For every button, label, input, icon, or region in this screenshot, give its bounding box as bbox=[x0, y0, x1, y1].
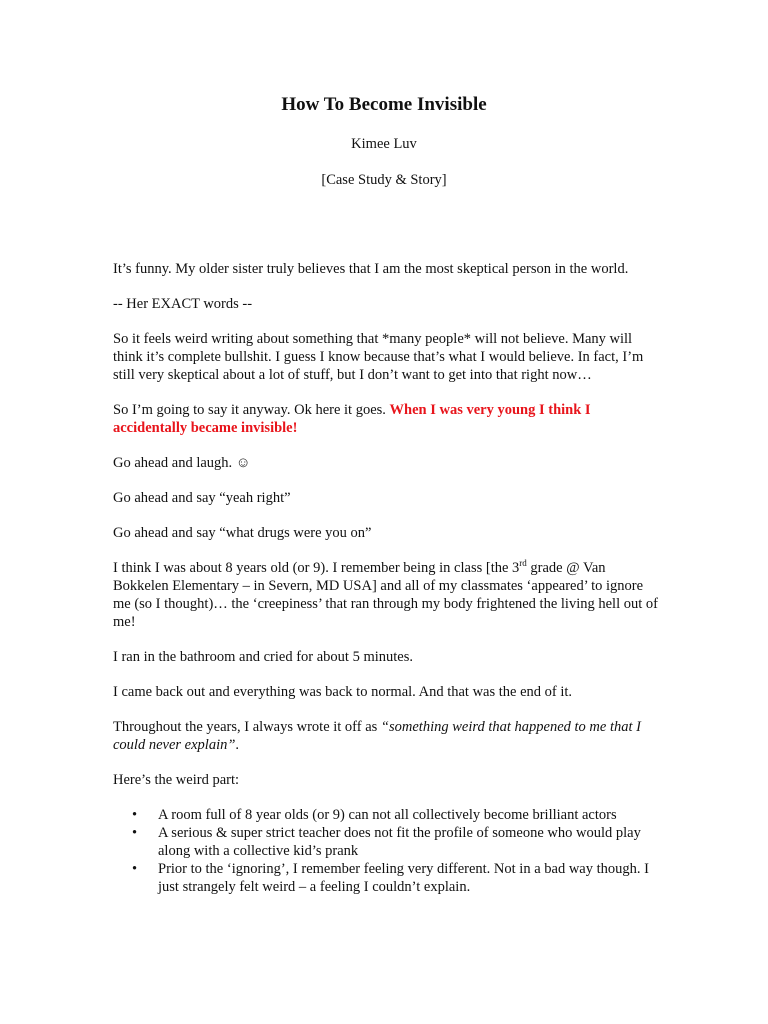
list-item-text: A serious & super strict teacher does not fit the profile of someone who would play along with a collective kid’s prank bbox=[158, 825, 641, 859]
bullet-list bbox=[113, 806, 658, 896]
paragraph-1: It’s funny. My older sister truly believes that I am the most skeptical person in the world. bbox=[113, 261, 629, 277]
list-item bbox=[113, 860, 658, 896]
list-item-text: Prior to the ‘ignoring’, I remember feeling very different. Not in a bad way though. I just strangely felt weird – a feeling I couldn’t explain. bbox=[158, 861, 649, 895]
list-item bbox=[113, 824, 658, 860]
bullet-icon: • bbox=[132, 825, 138, 841]
red-highlight-text: When I was very young I think I accidentally became invisible! bbox=[113, 402, 591, 436]
paragraph-11-part-a: Throughout the years, I always wrote it off as bbox=[113, 719, 381, 735]
document-author: Kimee Luv bbox=[351, 136, 417, 152]
paragraph-4-lead: So I’m going to say it anyway. Ok here it goes. bbox=[113, 402, 390, 418]
paragraph-7: Go ahead and say “what drugs were you on” bbox=[113, 525, 372, 541]
list-item-text: A room full of 8 year olds (or 9) can not all collectively become brilliant actors bbox=[158, 807, 617, 823]
bullet-icon: • bbox=[132, 861, 138, 877]
paragraph-8-part-b: grade @ Van Bokkelen Elementary – in Severn, MD USA] and all of my classmates ‘appeared’ to ignore me (so I thought)… the ‘creepiness’ that ran through my body frightened the living hell out of me! bbox=[113, 560, 658, 630]
bullet-icon: • bbox=[132, 807, 138, 823]
list-item bbox=[113, 806, 658, 824]
paragraph-8 bbox=[113, 559, 658, 631]
paragraph-10: I came back out and everything was back to normal. And that was the end of it. bbox=[113, 684, 573, 700]
document-title: How To Become Invisible bbox=[281, 94, 487, 115]
paragraph-4 bbox=[113, 401, 658, 437]
document-body bbox=[113, 260, 658, 896]
paragraph-12: Here’s the weird part: bbox=[113, 772, 240, 788]
paragraph-2: -- Her EXACT words -- bbox=[113, 296, 253, 312]
document-subtitle: [Case Study & Story] bbox=[321, 172, 447, 188]
paragraph-8-part-a: I think I was about 8 years old (or 9). I remember being in class [the 3 bbox=[113, 560, 520, 576]
paragraph-11-part-b: . bbox=[235, 737, 240, 753]
paragraph-3: So it feels weird writing about something that *many people* will not believe. Many will think it’s complete bullshit. I guess I know because that’s what I would believe. In fact, I’m still very skeptical about a lot of stuff, but I don’t want to get into that right now… bbox=[113, 331, 644, 383]
paragraph-5: Go ahead and laugh. ☺ bbox=[113, 455, 251, 471]
italic-quote: “something weird that happened to me that I could never explain” bbox=[113, 719, 641, 753]
paragraph-11 bbox=[113, 718, 658, 754]
paragraph-6: Go ahead and say “yeah right” bbox=[113, 490, 291, 506]
ordinal-superscript: rd bbox=[519, 558, 527, 568]
paragraph-9: I ran in the bathroom and cried for about 5 minutes. bbox=[113, 649, 413, 665]
